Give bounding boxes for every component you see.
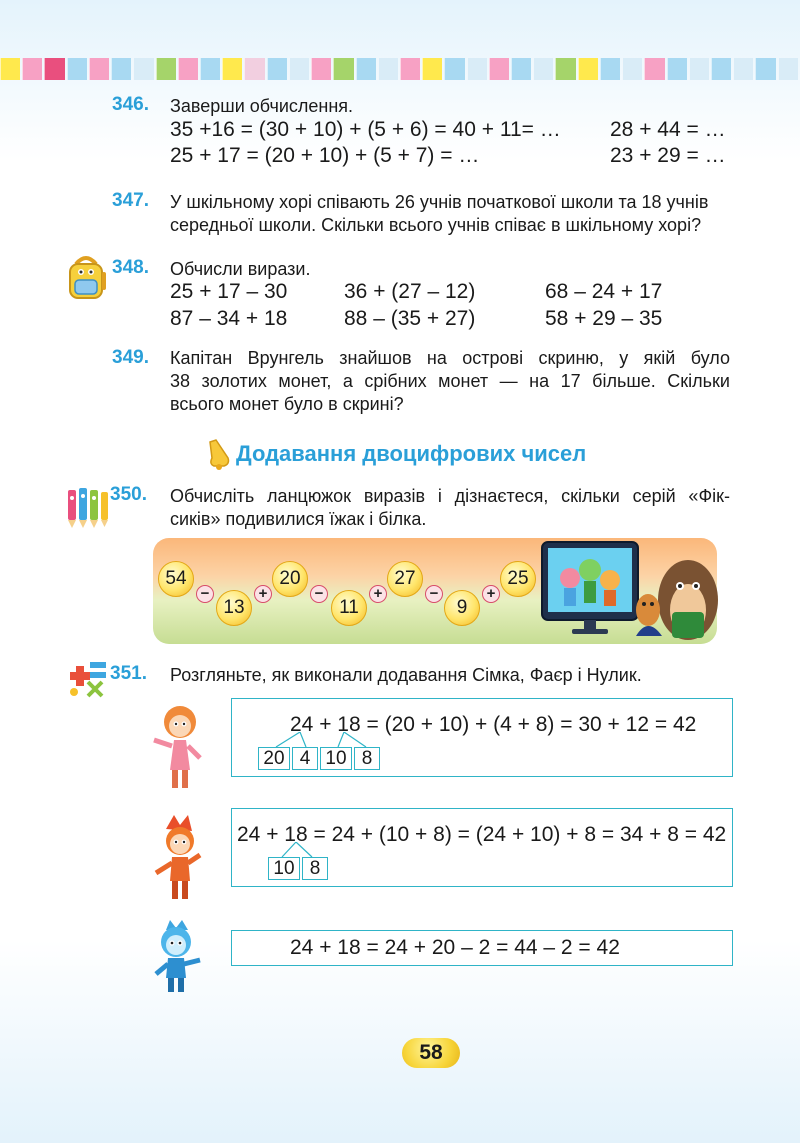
exercise-text: У шкільному хорі співають 26 учнів початкової школи та 18 учнів bbox=[170, 192, 709, 212]
exercise-text: всього монет було в скрині? bbox=[170, 394, 404, 414]
plus-sign: + bbox=[482, 585, 500, 603]
exercise-text: 38 золотих монет, а срібних монет — на 17 більше. Скільки bbox=[170, 371, 730, 391]
decomposition-cell: 10 bbox=[268, 857, 300, 880]
exercise-text: Заверши обчислення. bbox=[170, 96, 354, 116]
chain-number: 11 bbox=[331, 590, 367, 626]
chain-number: 27 bbox=[387, 561, 423, 597]
exercise-number: 350. bbox=[110, 484, 147, 505]
backpack-icon bbox=[62, 252, 110, 304]
minus-sign: − bbox=[425, 585, 443, 603]
math-expression: 35 +16 = (30 + 10) + (5 + 6) = 40 + 11= … bbox=[170, 118, 561, 141]
plus-sign: + bbox=[254, 585, 272, 603]
plus-sign: + bbox=[369, 585, 387, 603]
section-title: Додавання двоцифрових чисел bbox=[236, 441, 587, 466]
decomposition-cell: 8 bbox=[302, 857, 328, 880]
minus-sign: − bbox=[310, 585, 328, 603]
decomposition-cell: 8 bbox=[354, 747, 380, 770]
exercise-number: 351. bbox=[110, 663, 147, 684]
math-expression: 68 – 24 + 17 bbox=[545, 280, 663, 303]
decomposition-cell: 4 bbox=[292, 747, 318, 770]
exercise-text: Розгляньте, як виконали додавання Сімка, Фаєр і Нулик. bbox=[170, 665, 642, 685]
exercise-text: Обчисли вирази. bbox=[170, 259, 311, 279]
math-signs-icon bbox=[64, 658, 110, 700]
math-equation: 24 + 18 = 24 + 20 – 2 = 44 – 2 = 42 bbox=[290, 936, 620, 959]
exercise-number: 346. bbox=[112, 94, 149, 115]
exercise-number: 348. bbox=[112, 257, 149, 278]
exercise-number: 349. bbox=[112, 347, 149, 368]
exercise-text: Капітан Врунгель знайшов на острові скриню, у якій було bbox=[170, 348, 730, 368]
faer-character bbox=[150, 815, 206, 901]
page-number: 58 bbox=[402, 1038, 460, 1068]
minus-sign: − bbox=[196, 585, 214, 603]
color-strip bbox=[0, 58, 800, 80]
chain-number: 9 bbox=[444, 590, 480, 626]
exercise-text: середньої школи. Скільки всього учнів співає в шкільному хорі? bbox=[170, 215, 702, 235]
math-expression: 25 + 17 – 30 bbox=[170, 280, 288, 303]
simka-character bbox=[148, 700, 208, 790]
decomposition-branches bbox=[260, 842, 340, 858]
math-expression: 58 + 29 – 35 bbox=[545, 307, 663, 330]
math-expression: 28 + 44 = … bbox=[610, 118, 726, 141]
pencils-icon bbox=[64, 484, 110, 528]
decomposition-cell: 20 bbox=[258, 747, 290, 770]
tv-animals-illustration bbox=[540, 540, 718, 646]
decomposition-cell: 10 bbox=[320, 747, 352, 770]
chain-number: 54 bbox=[158, 561, 194, 597]
chain-number: 20 bbox=[272, 561, 308, 597]
exercise-number: 347. bbox=[112, 190, 149, 211]
math-expression: 23 + 29 = … bbox=[610, 144, 726, 167]
decomposition-branches bbox=[260, 732, 390, 748]
math-expression: 87 – 34 + 18 bbox=[170, 307, 288, 330]
math-expression: 25 + 17 = (20 + 10) + (5 + 7) = … bbox=[170, 144, 480, 167]
exercise-text: сиків» подивилися їжак і білка. bbox=[170, 509, 427, 529]
math-equation: 24 + 18 = 24 + (10 + 8) = (24 + 10) + 8 = 34 + 8 = 42 bbox=[237, 823, 727, 846]
nulyk-character bbox=[148, 920, 206, 994]
math-expression: 36 + (27 – 12) bbox=[344, 280, 476, 303]
chain-number: 25 bbox=[500, 561, 536, 597]
math-equation: 24 + 18 = (20 + 10) + (4 + 8) = 30 + 12 = 42 bbox=[290, 713, 697, 736]
math-expression: 88 – (35 + 27) bbox=[344, 307, 476, 330]
exercise-text: Обчисліть ланцюжок виразів і дізнаєтеся, скільки серій «Фік- bbox=[170, 486, 730, 506]
bell-icon bbox=[206, 438, 234, 470]
chain-number: 13 bbox=[216, 590, 252, 626]
